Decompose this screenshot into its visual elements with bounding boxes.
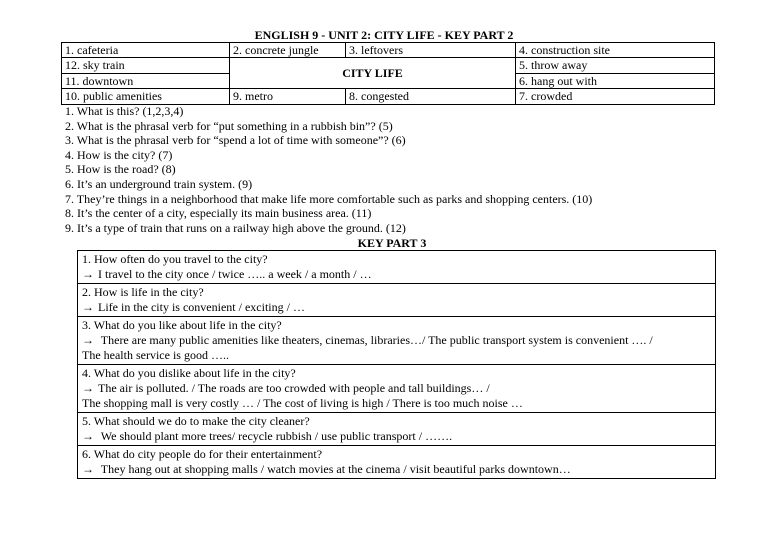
- arrow-icon: →: [82, 333, 94, 347]
- grid-cell: 5. throw away: [516, 58, 715, 73]
- vocabulary-grid: [61, 42, 715, 105]
- qa-answer-text: There are many public amenities like theaters, cinemas, libraries…/ The public transport system is convenient …. /: [98, 333, 653, 347]
- question-list: [65, 104, 725, 235]
- section-title: KEY PART 3: [357, 236, 427, 250]
- qa-row: [78, 413, 715, 446]
- arrow-icon: →: [82, 267, 94, 281]
- qa-answer-continued: The shopping mall is very costly … / The cost of living is high / There is too much noise …: [82, 396, 523, 410]
- qa-answer: [82, 429, 711, 444]
- grid-cell: 9. metro: [230, 89, 346, 104]
- question-item: 1. What is this? (1,2,3,4): [65, 104, 184, 118]
- qa-answer-continued: The health service is good …..: [82, 348, 229, 362]
- qa-question: 5. What should we do to make the city cleaner?: [82, 414, 310, 428]
- qa-question: 1. How often do you travel to the city?: [82, 252, 268, 266]
- arrow-icon: →: [82, 381, 94, 395]
- question-item: 6. It’s an underground train system. (9): [65, 176, 253, 191]
- qa-row: [78, 251, 715, 284]
- qa-row: [78, 446, 715, 479]
- arrow-icon: →: [82, 462, 94, 476]
- qa-row: [78, 365, 715, 413]
- grid-cell: 2. concrete jungle: [230, 43, 346, 58]
- question-item: 5. How is the road? (8): [65, 162, 176, 177]
- qa-row: [78, 284, 715, 317]
- grid-row: [62, 43, 715, 58]
- qa-answer-text: I travel to the city once / twice ….. a week / a month / …: [98, 267, 372, 281]
- qa-answer: [82, 300, 711, 315]
- question-item: 7. They’re things in a neighborhood that make life more comfortable such as parks and shopping centers. (10): [65, 191, 593, 206]
- grid-cell: 6. hang out with: [516, 73, 715, 88]
- grid-cell: 10. public amenities: [62, 89, 230, 104]
- grid-center-label: CITY LIFE: [230, 58, 516, 89]
- question-item: 4. How is the city? (7): [65, 147, 173, 162]
- grid-cell: 11. downtown: [62, 73, 230, 88]
- grid-row: [62, 58, 715, 73]
- qa-answer-text: They hang out at shopping malls / watch movies at the cinema / visit beautiful parks downtown…: [98, 462, 571, 476]
- qa-answer: [82, 267, 711, 282]
- qa-question: 2. How is life in the city?: [82, 285, 204, 299]
- qa-row: [78, 317, 715, 365]
- qa-answer-text: The air is polluted. / The roads are too crowded with people and tall buildings… /: [98, 381, 490, 395]
- qa-question: 6. What do city people do for their entertainment?: [82, 447, 323, 461]
- question-item: 2. What is the phrasal verb for “put something in a rubbish bin”? (5): [65, 118, 393, 133]
- qa-answer: [82, 462, 711, 477]
- qa-table: [77, 250, 716, 479]
- grid-cell: 1. cafeteria: [62, 43, 230, 58]
- question-item: 9. It’s a type of train that runs on a railway high above the ground. (12): [65, 220, 406, 235]
- grid-row: [62, 89, 715, 104]
- grid-cell: 4. construction site: [516, 43, 715, 58]
- page-title: ENGLISH 9 - UNIT 2: CITY LIFE - KEY PART 2: [254, 28, 514, 42]
- qa-question: 4. What do you dislike about life in the city?: [82, 366, 296, 380]
- grid-cell: 12. sky train: [62, 58, 230, 73]
- qa-question: 3. What do you like about life in the city?: [82, 318, 282, 332]
- arrow-icon: →: [82, 300, 94, 314]
- qa-answer: [82, 333, 711, 348]
- qa-answer: [82, 381, 711, 396]
- grid-cell: 3. leftovers: [346, 43, 516, 58]
- question-item: 3. What is the phrasal verb for “spend a lot of time with someone”? (6): [65, 133, 406, 148]
- grid-cell: 8. congested: [346, 89, 516, 104]
- grid-cell: 7. crowded: [516, 89, 715, 104]
- arrow-icon: →: [82, 429, 94, 443]
- qa-answer-text: We should plant more trees/ recycle rubbish / use public transport / …….: [98, 429, 453, 443]
- question-item: 8. It’s the center of a city, especially its main business area. (11): [65, 206, 372, 221]
- qa-answer-text: Life in the city is convenient / exciting / …: [98, 300, 305, 314]
